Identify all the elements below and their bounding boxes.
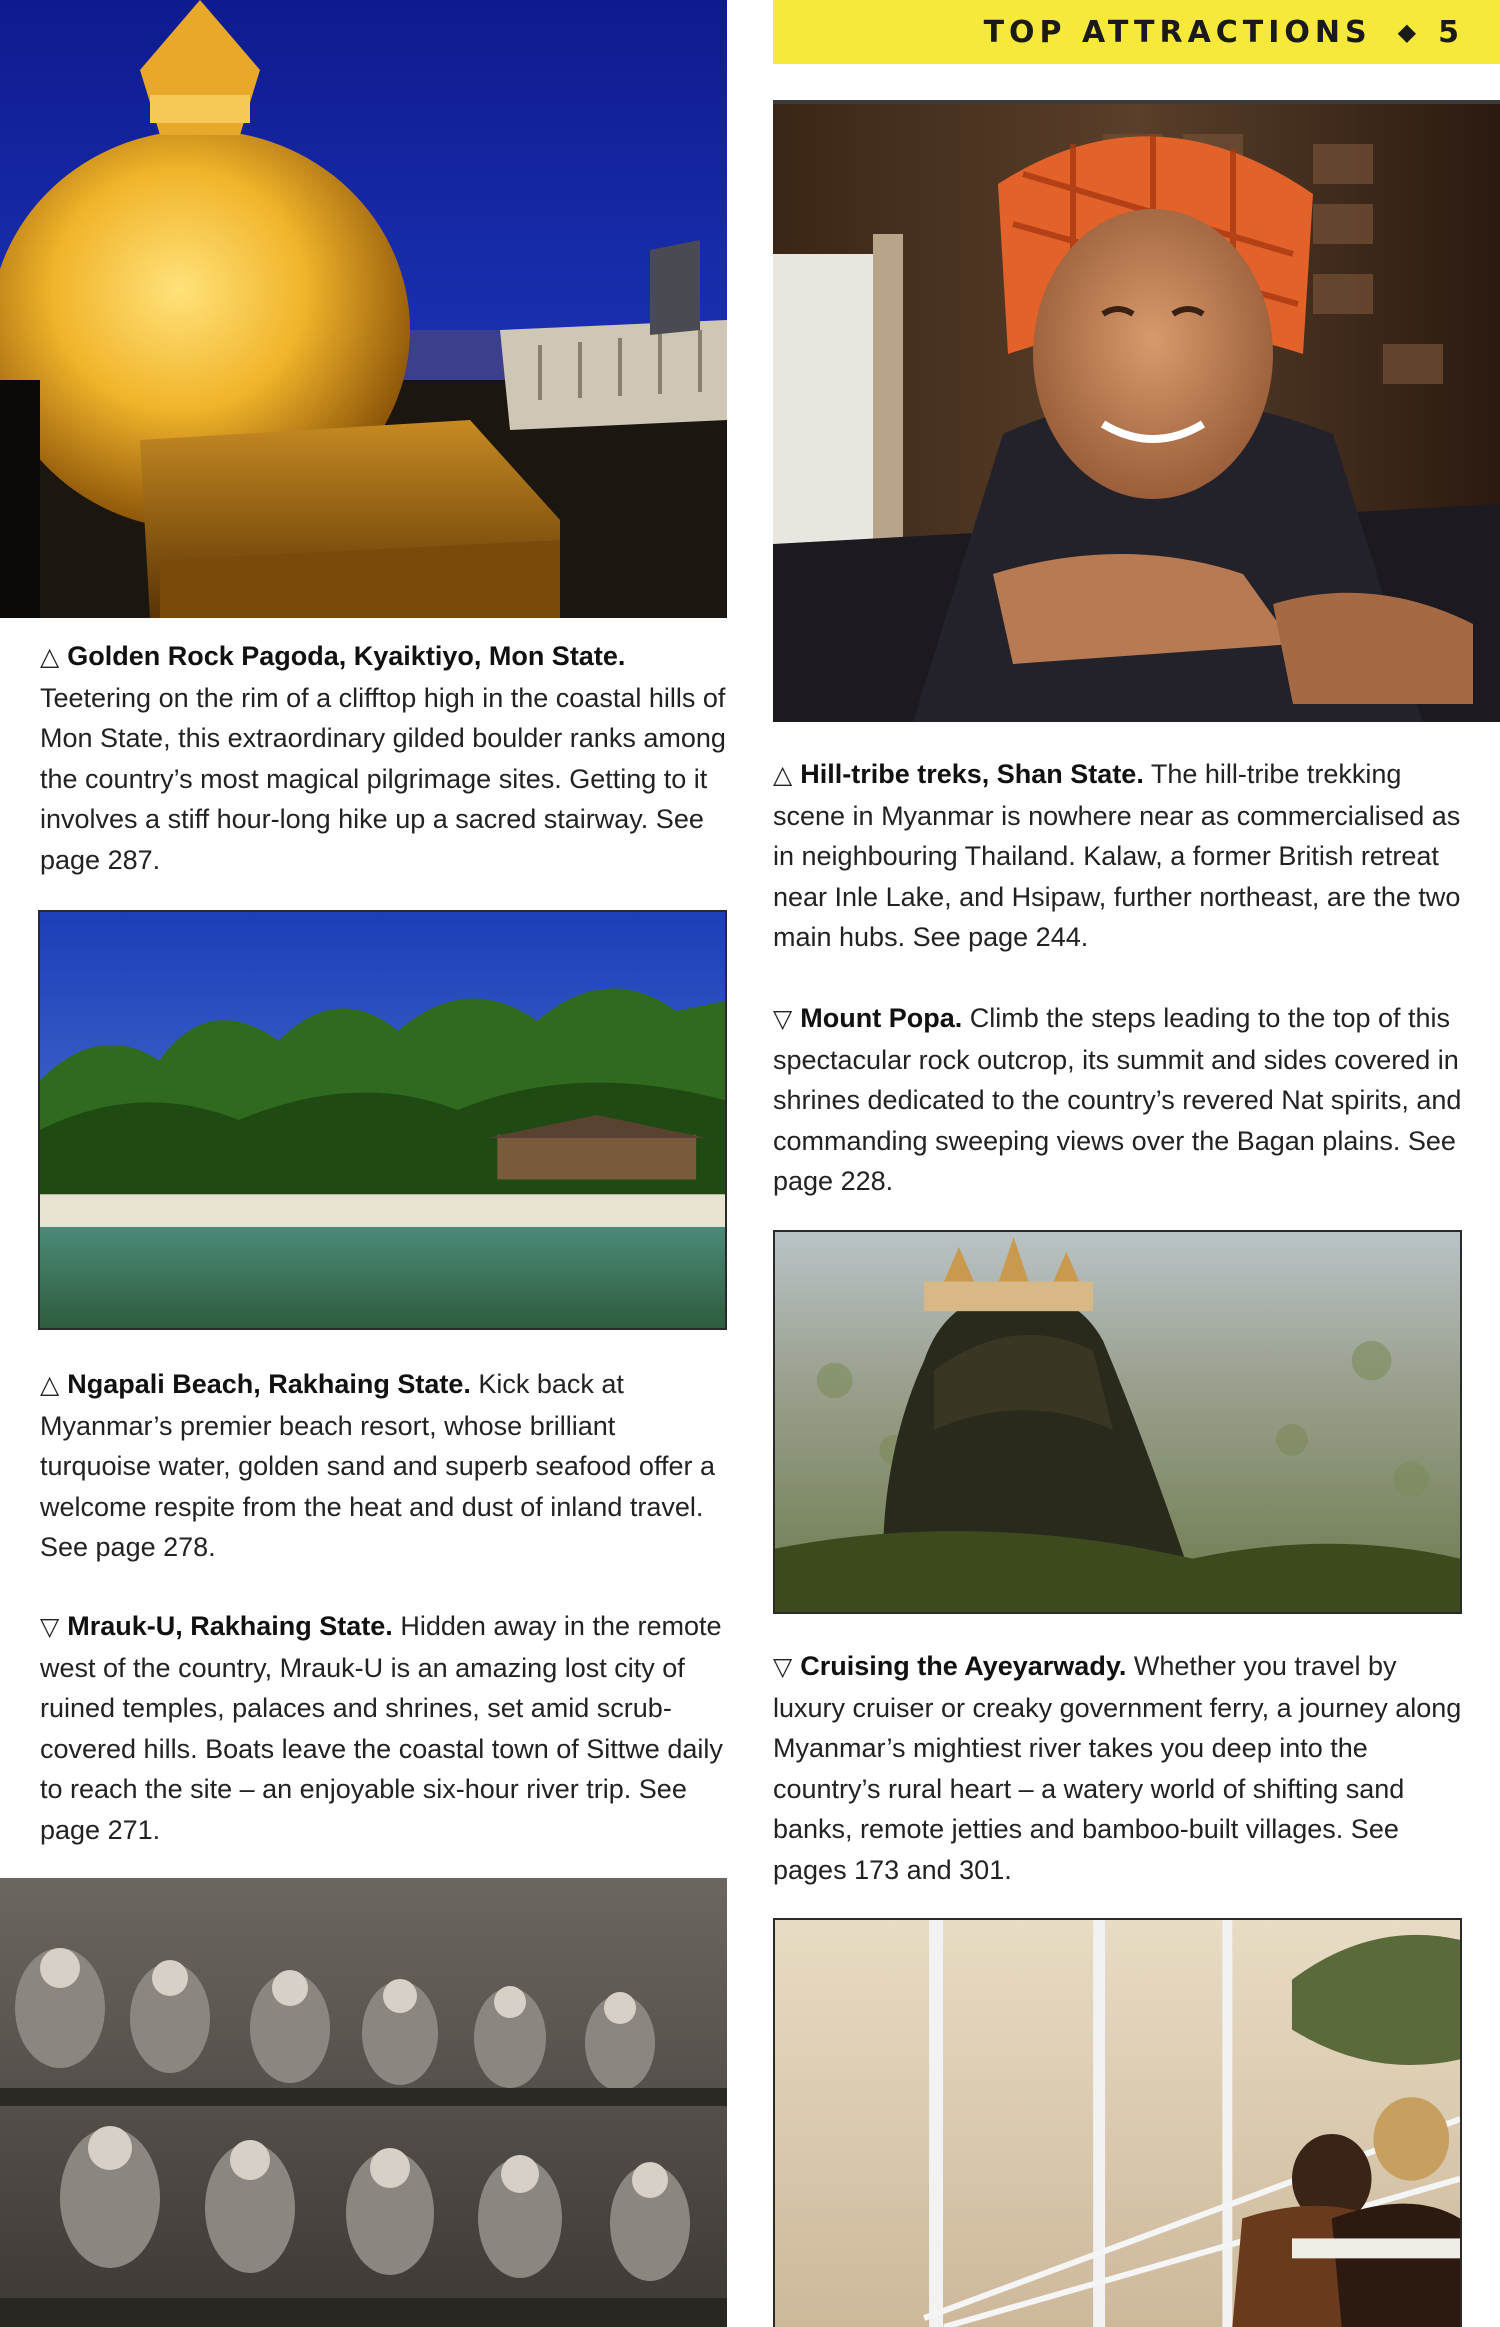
mrauk-u-title: Mrauk-U, Rakhaing State. [67,1611,393,1641]
triangle-down-icon: ▽ [40,1612,60,1641]
mount-popa-photo [773,1230,1462,1614]
cruise-title: Cruising the Ayeyarwady. [800,1651,1127,1681]
mrauk-u-illustration [0,1878,727,2327]
cruise-description: Whether you travel by luxury cruiser or creaky government ferry, a journey along Myanmar’s mightiest river takes you deep into the country’s rural heart – a watery world of shifting sand banks, remote jetties and bamboo-built villages. See pages 173 and 301. [773,1651,1462,1885]
section-title: TOP ATTRACTIONS [983,14,1372,50]
hilltribe-woman-photo [773,100,1500,722]
hilltribe-caption [773,754,1473,958]
golden-rock-illustration [0,0,727,618]
golden-rock-photo [0,0,727,618]
cruise-illustration [775,1920,1460,2327]
diamond-separator-icon: ◆ [1397,18,1417,46]
triangle-down-icon: ▽ [773,1004,793,1033]
ngapali-illustration [40,912,725,1328]
hilltribe-title: Hill-tribe treks, Shan State. [800,759,1144,789]
mount-popa-title: Mount Popa. [800,1003,963,1033]
mount-popa-description: Climb the steps leading to the top of this spectacular rock outcrop, its summit and sides covered in shrines dedicated to the country’s revered Nat spirits, and commanding sweeping views over the Bagan plains. See page 228. [773,1003,1462,1196]
hilltribe-description: The hill-tribe trekking scene in Myanmar is nowhere near as commercialised as in neighbouring Thailand. Kalaw, a former British retreat near Inle Lake, and Hsipaw, further northeast, are the two main hubs. See page 244. [773,759,1461,952]
golden-rock-title: Golden Rock Pagoda, Kyaiktiyo, Mon State. [67,641,626,671]
triangle-up-icon: △ [40,642,60,671]
triangle-down-icon: ▽ [773,1652,793,1681]
ngapali-title: Ngapali Beach, Rakhaing State. [67,1369,471,1399]
hilltribe-illustration [773,104,1500,722]
mrauk-u-caption [40,1606,730,1850]
mount-popa-caption [773,998,1473,1202]
ngapali-caption [40,1364,730,1568]
ngapali-beach-photo [38,910,727,1330]
ayeyarwady-cruise-photo [773,1918,1462,2327]
running-header [773,0,1500,64]
triangle-up-icon: △ [773,760,793,789]
golden-rock-description: Teetering on the rim of a clifftop high in the coastal hills of Mon State, this extraordinary gilded boulder ranks among the country’s most magical pilgrimage sites. Getting to it involves a stiff hour-long hike up a sacred stairway. See page 287. [40,682,726,875]
triangle-up-icon: △ [40,1370,60,1399]
golden-rock-caption [40,636,730,880]
mrauk-u-buddhas-photo [0,1878,727,2327]
mrauk-u-description: Hidden away in the remote west of the country, Mrauk-U is an amazing lost city of ruined temples, palaces and shrines, set amid scrub-covered hills. Boats leave the coastal town of Sittwe daily to reach the site – an enjoyable six-hour river trip. See page 271. [40,1611,723,1845]
mount-popa-illustration [775,1232,1460,1612]
cruise-caption [773,1646,1473,1890]
ngapali-description: Kick back at Myanmar’s premier beach resort, whose brilliant turquoise water, golden sand and superb seafood offer a welcome respite from the heat and dust of inland travel. See page 278. [40,1369,715,1562]
page-number: 5 [1438,14,1464,50]
